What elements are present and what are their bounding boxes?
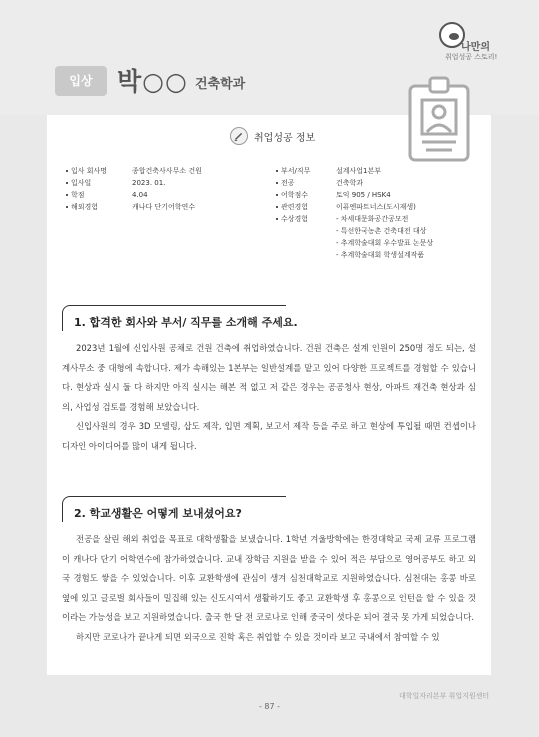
person-name: 박○○ xyxy=(117,67,188,96)
award-badge xyxy=(55,66,107,96)
section-title: 취업성공 정보 xyxy=(254,133,316,144)
person-dept: 건축학과 xyxy=(195,77,246,92)
question-2-heading xyxy=(62,496,286,522)
answer-2-paragraph-1: 전공을 살린 해외 취업을 목표로 대학생활을 보냈습니다. 1학년 겨울방학에는 한경대학교 국제 교류 프로그램이 캐나다 단기 어학연수에 참가하였습니다. 교내 장학금 지원을 받을 수 있어 적은 부담으로 영어공부도 하고 외국 경험도 쌓을 수 있었습니다. 이후 교환학생에 관심이 생겨 심천대학교로 지원하였습니다. 심천대는 홍콩 바로 옆에 있고 글로벌 회사들이 밀집해 있는 신도시여서 생활하기도 좋고 교환학생 후 홍콩으로 인턴을 할 수 있을 것이라는 가능성을 보고 지원하였습니다. 출국 한 달 전 코로나로 인해 중국이 셧다운 되어 결국 못 가게 되었습니다. xyxy=(62,534,476,623)
question-2-title: 2. 학교생활은 어떻게 보내셨어요? xyxy=(74,507,242,520)
answer-2 xyxy=(62,530,476,648)
info-row: 부서/직무 설계사업1본부 xyxy=(276,165,476,177)
answer-1-paragraph-1: 2023년 1월에 신입사원 공채로 건원 건축에 취업하였습니다. 건원 건축은 설계 인원이 250명 정도 되는, 설계사무소 중 대형에 속합니다. 제가 속해있는 1본부는 일반설계를 맡고 있어 다양한 프로젝트를 경험할 수 있습니다. 현상과 실시 둘 다 하지만 아직 실시는 해본 적 없고 저 같은 경우는 공공청사 현상, 아파트 재건축 현상과 심의, 사업성 검토를 경험해 보았습니다. xyxy=(62,343,476,412)
info-row: - 특선한국농촌 건축대전 대상 xyxy=(336,227,427,235)
question-1-title: 1. 합격한 회사와 부서/ 직무를 소개해 주세요. xyxy=(74,316,298,329)
brand-logo xyxy=(437,22,503,64)
answer-2-paragraph-2: 하지만 코로나가 끝나게 되면 외국으로 진학 혹은 취업할 수 있을 것이라 보고 국내에서 참여할 수 있 xyxy=(76,631,440,642)
award-badge-label: 입상 xyxy=(69,74,93,88)
info-row: - 추계학술대회 우수발표 논문상 xyxy=(336,239,434,247)
info-row: 학점 4.04 xyxy=(66,189,266,201)
info-row: 해외경험 캐나다 단기어학연수 xyxy=(66,201,266,213)
brand-subtitle: 취업성공 스토리! xyxy=(445,53,498,61)
info-left xyxy=(66,165,266,213)
page-number: - 87 - xyxy=(258,702,281,711)
info-row: 어학점수 토익 905 / HSK4 xyxy=(276,189,476,201)
info-row: - 추계학술대회 학생설계작품 xyxy=(336,251,425,259)
info-row: 전공 건축학과 xyxy=(276,177,476,189)
pencil-icon xyxy=(230,127,248,145)
info-row: 입사 회사명 종합건축사사무소 건원 xyxy=(66,165,266,177)
info-row: 입사일 2023. 01. xyxy=(66,177,266,189)
brand-title: 나만의 xyxy=(461,42,490,53)
info-row: 관련경험 이퓨엔파트너스(도시재생) xyxy=(276,201,476,213)
info-row: 수상경험 - 차세대문화공간공모전 xyxy=(276,213,476,225)
answer-1 xyxy=(62,339,476,457)
info-right xyxy=(276,165,476,261)
id-card-icon xyxy=(408,76,470,162)
footer-org: 대학일자리본부 취업지원센터 xyxy=(399,692,490,700)
question-1-heading xyxy=(62,305,298,331)
answer-1-paragraph-2: 신입사원의 경우 3D 모델링, 삽도 제작, 입면 계획, 보고서 제작 등을 주로 하고 현상에 투입될 때면 컨셉이나 디자인 아이디어를 많이 내게 됩니다. xyxy=(62,421,476,451)
